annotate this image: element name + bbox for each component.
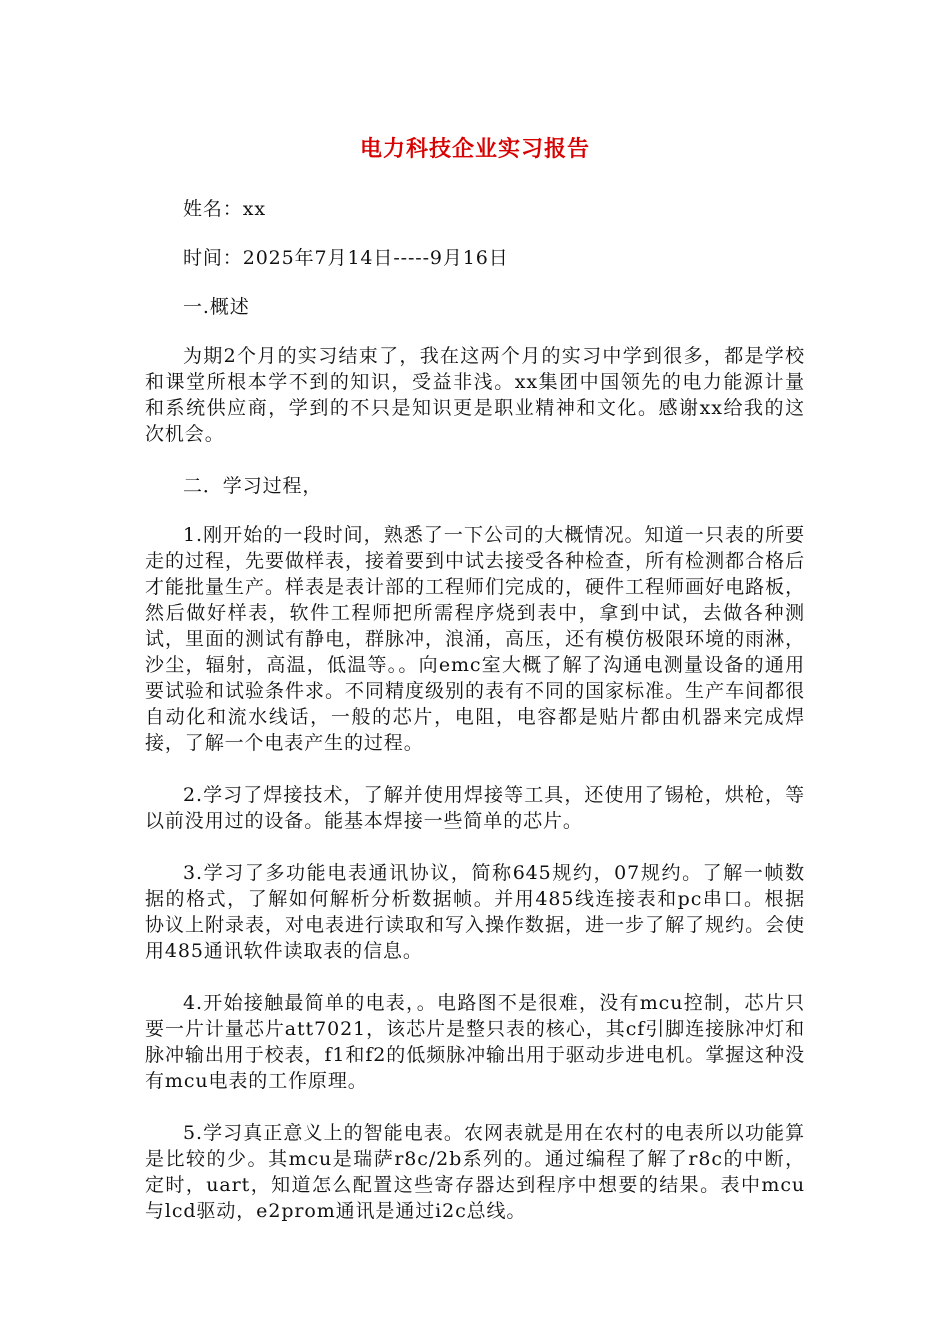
overview-paragraph: 为期2个月的实习结束了，我在这两个月的实习中学到很多，都是学校和课堂所根本学不到的知识，受益非浅。xx集团中国领先的电力能源计量和系统供应商，学到的不只是知识更是职业精神和文化。感谢xx给我的这次机会。	[145, 345, 805, 445]
process-item-4: 4.开始接触最简单的电表，。电路图不是很难，没有mcu控制，芯片只要一片计量芯片att7021，该芯片是整只表的核心，其cf引脚连接脉冲灯和脉冲输出用于校表，f1和f2的低频脉冲输出用于驱动步进电机。掌握这种没有mcu电表的工作原理。	[145, 992, 805, 1092]
process-item-5: 5.学习真正意义上的智能电表。农网表就是用在农村的电表所以功能算是比较的少。其mcu是瑞萨r8c/2b系列的。通过编程了解了r8c的中断，定时，uart，知道怎么配置这些寄存器达到程序中想要的结果。表中mcu与lcd驱动，e2prom通讯是通过i2c总线。	[145, 1122, 805, 1222]
document-body	[145, 196, 805, 1250]
time-line: 时间：2025年7月14日-----9月16日	[183, 247, 509, 269]
section-heading-overview: 一.概述	[183, 296, 250, 318]
process-item-2: 2.学习了焊接技术，了解并使用焊接等工具，还使用了锡枪，烘枪，等以前没用过的设备。能基本焊接一些简单的芯片。	[145, 784, 805, 832]
document-title: 电力科技企业实习报告	[359, 137, 590, 162]
section-heading-process: 二．学习过程，	[183, 475, 323, 497]
process-item-3: 3.学习了多功能电表通讯协议，简称645规约，07规约。了解一帧数据的格式，了解如何解析分析数据帧。并用485线连接表和pc串口。根据协议上附录表，对电表进行读取和写入操作数据，进一步了解了规约。会使用485通讯软件读取表的信息。	[145, 862, 805, 962]
name-line: 姓名：xx	[183, 198, 266, 220]
process-item-1: 1.刚开始的一段时间，熟悉了一下公司的大概情况。知道一只表的所要走的过程，先要做样表，接着要到中试去接受各种检查，所有检测都合格后才能批量生产。样表是表计部的工程师们完成的，硬件工程师画好电路板，然后做好样表，软件工程师把所需程序烧到表中，拿到中试，去做各种测试，里面的测试有静电，群脉冲，浪涌，高压，还有模仿极限环境的雨淋，沙尘，辐射，高温，低温等。。向emc室大概了解了沟通电测量设备的通用要试验和试验条件求。不同精度级别的表有不同的国家标准。生产车间都很自动化和流水线话，一般的芯片，电阻，电容都是贴片都由机器来完成焊接，了解一个电表产生的过程。	[145, 524, 805, 754]
